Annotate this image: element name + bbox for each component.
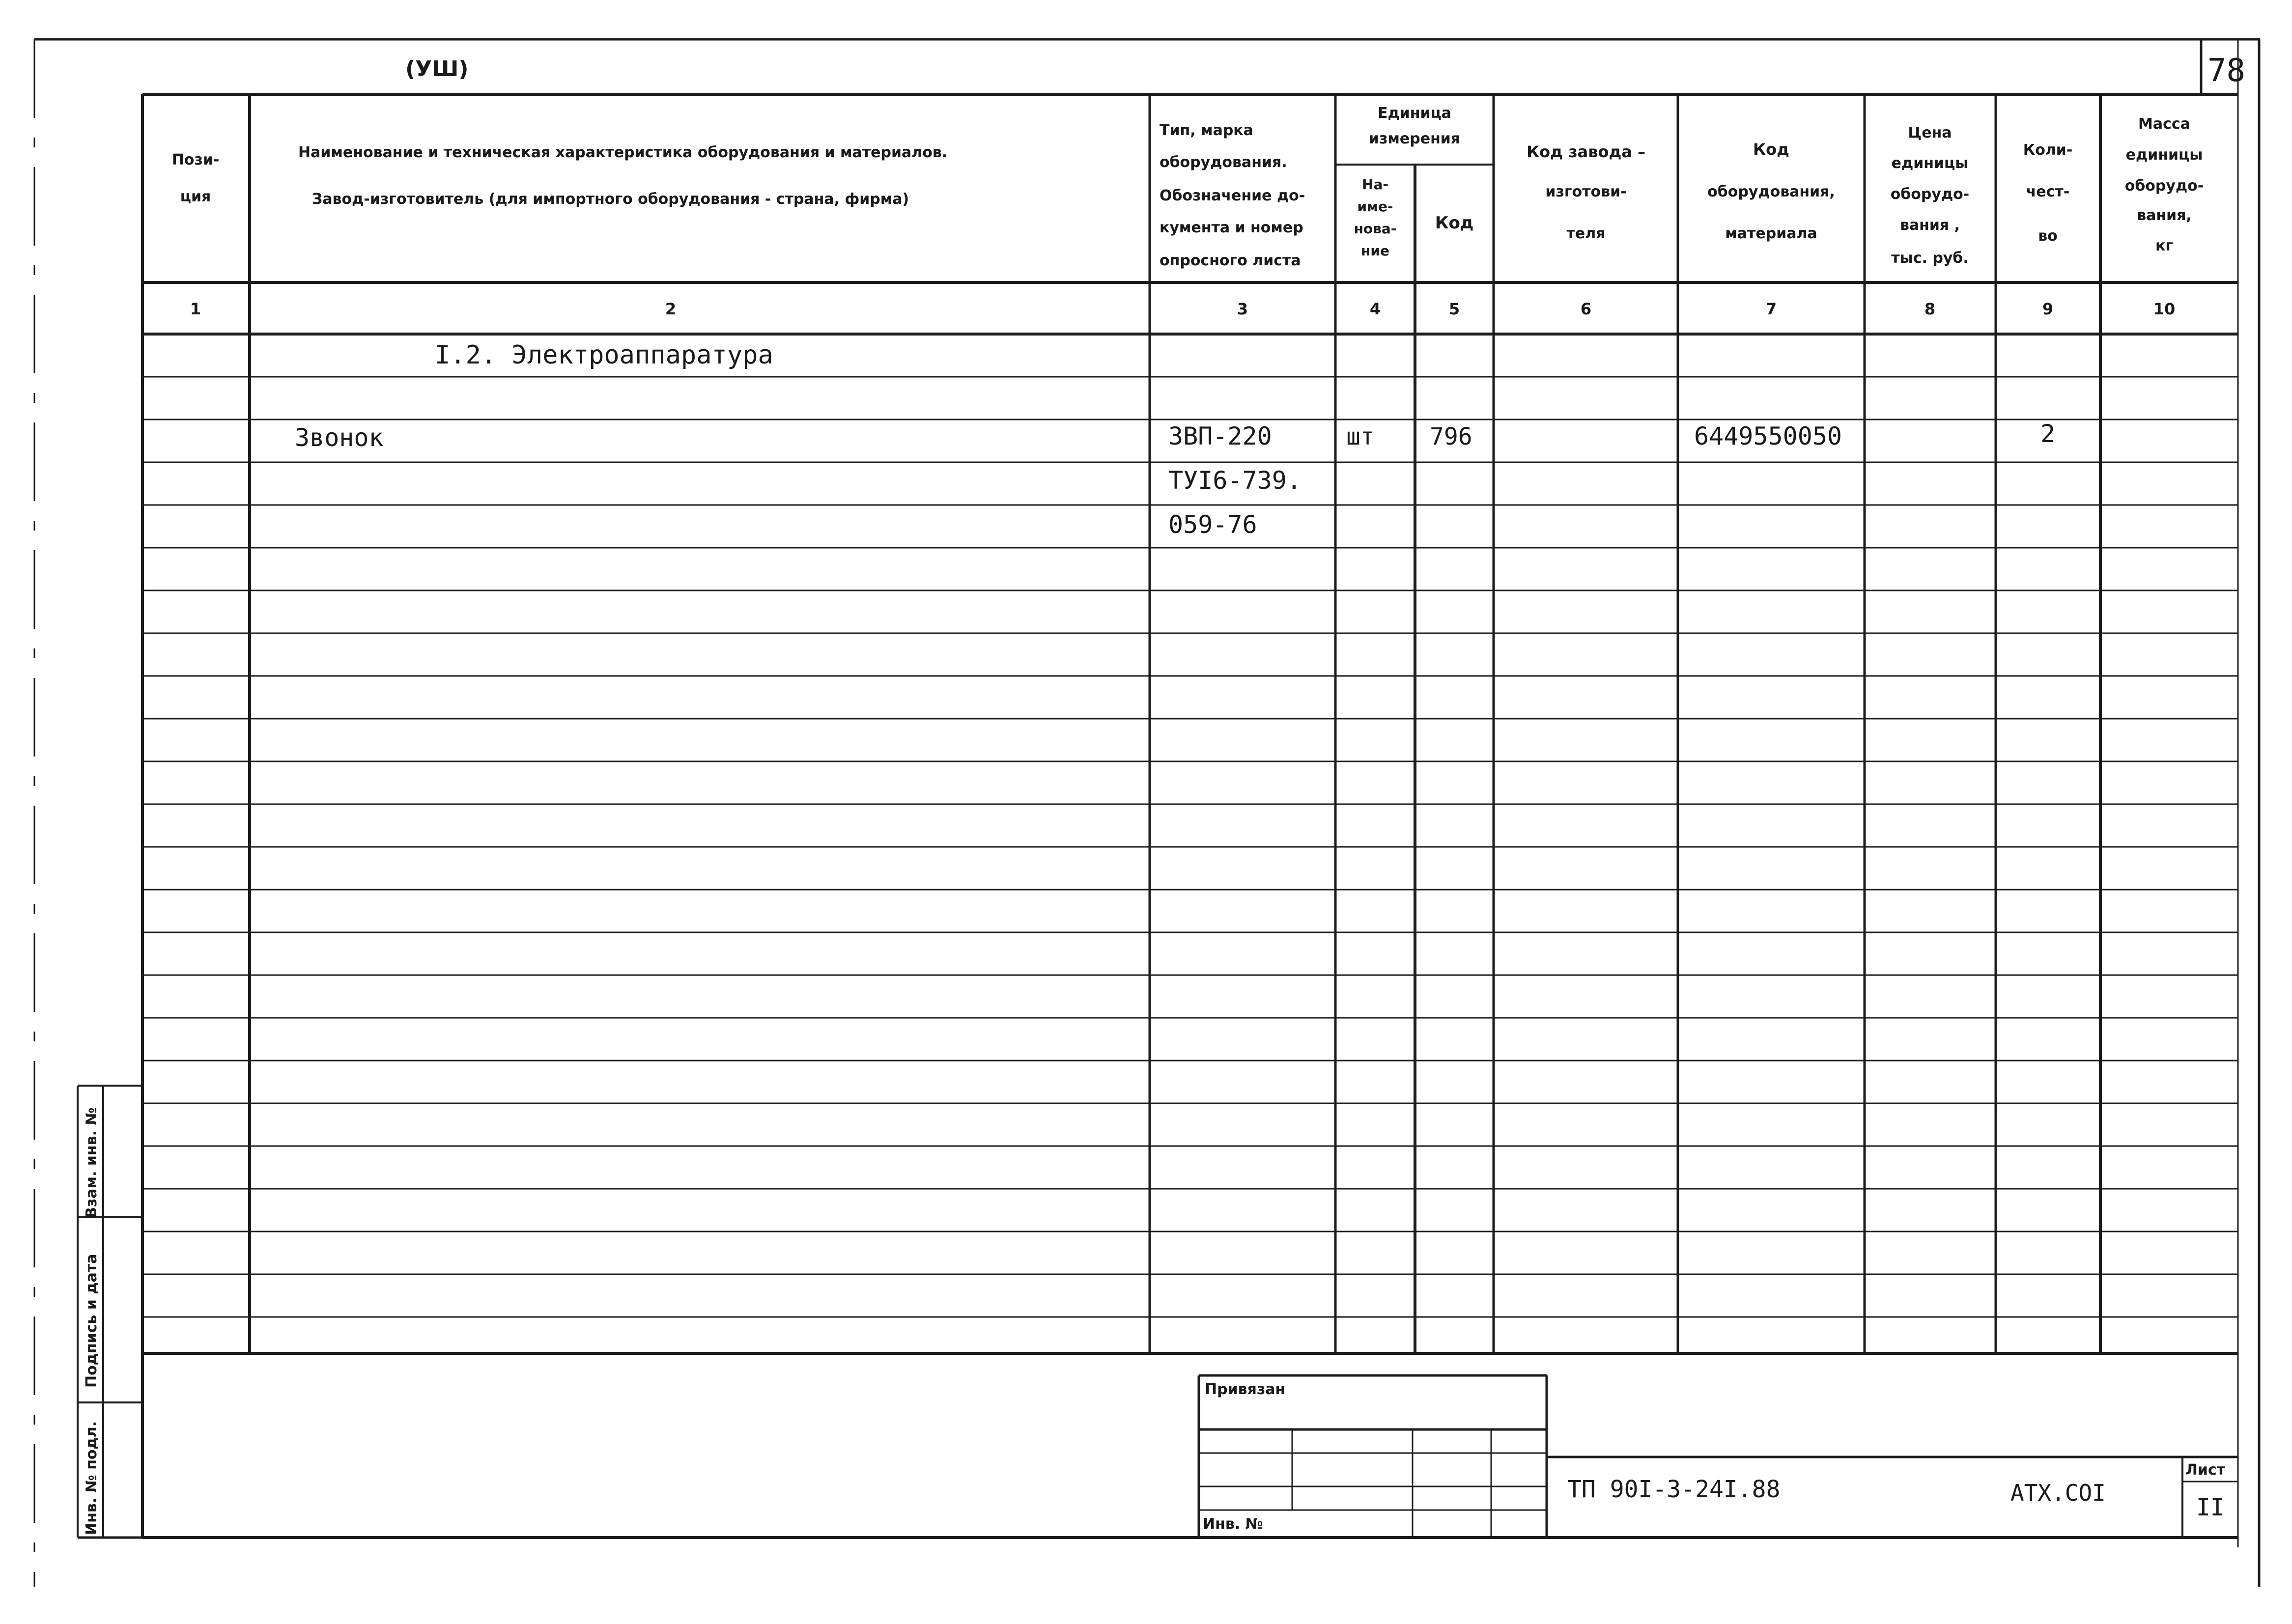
header-name-line2: Завод-изготовитель (для импортного оборудования - страна, фирма) — [312, 191, 909, 208]
column-number: 7 — [1765, 300, 1777, 318]
header-qty-line2: чест- — [2026, 183, 2070, 200]
header-plant-code-line1: Код завода – — [1526, 142, 1646, 161]
table-grid — [142, 94, 2238, 1538]
header-position-line1: Пози- — [171, 151, 220, 168]
header-price-line4: вания , — [1899, 217, 1960, 234]
header-price-line3: оборудо- — [1890, 186, 1970, 203]
column-number: 1 — [190, 300, 201, 318]
type-cell: 059-76 — [1168, 510, 1257, 539]
header-unit-name-line1: На- — [1362, 176, 1388, 193]
header-unit-group-line2: измерения — [1368, 130, 1461, 147]
inv-no-label: Инв. № — [1203, 1515, 1263, 1533]
privyazan-label: Привязан — [1205, 1381, 1286, 1398]
section-heading-cell: I.2. Электроаппаратура — [435, 340, 773, 370]
header-qty-line3: во — [2038, 227, 2058, 245]
header-type-line1: Тип, марка — [1160, 122, 1253, 139]
stamp-signature-date: Подпись и дата — [83, 1254, 100, 1388]
column-number: 3 — [1237, 300, 1248, 318]
header-price-line2: единицы — [1891, 155, 1969, 172]
header-position-line2: ция — [180, 188, 211, 205]
header-plant-code-line2: изготови- — [1545, 183, 1627, 200]
header-unit-name-line3: нова- — [1354, 221, 1397, 237]
header-mass-line3: оборудо- — [2124, 177, 2204, 195]
header-price-line1: Цена — [1908, 124, 1952, 141]
column-number: 8 — [1924, 300, 1936, 318]
page-number: 78 — [2207, 53, 2246, 89]
side-stamp — [78, 1086, 142, 1538]
column-number: 2 — [665, 300, 677, 318]
header-price-line5: тыс. руб. — [1891, 250, 1969, 267]
header-mass-line5: кг — [2155, 237, 2174, 254]
type-cell: ТУI6-739. — [1168, 466, 1302, 495]
sheet-label: Лист — [2185, 1461, 2226, 1479]
table-header — [172, 105, 2204, 269]
column-number: 9 — [2042, 300, 2054, 318]
qty-cell: 2 — [2040, 420, 2056, 448]
equip-code-cell: 6449550050 — [1694, 422, 1842, 450]
header-name-line1: Наименование и техническая характеристика оборудования и материалов. — [298, 144, 948, 161]
column-number: 4 — [1369, 300, 1381, 318]
header-type-line4: кумента и номер — [1160, 219, 1303, 236]
column-numbers — [190, 300, 2175, 318]
header-equip-code-line3: материала — [1725, 225, 1817, 242]
header-qty-line1: Коли- — [2023, 141, 2073, 159]
header-equip-code-line1: Код — [1753, 140, 1789, 159]
unit-name-cell: шт — [1346, 423, 1375, 450]
header-type-line2: оборудования. — [1160, 154, 1287, 171]
table-body — [295, 340, 2055, 539]
header-type-line3: Обозначение до- — [1160, 187, 1305, 204]
header-mass-line2: единицы — [2125, 146, 2203, 164]
section-mark: (УШ) — [405, 56, 469, 82]
header-plant-code-line3: теля — [1566, 225, 1606, 242]
header-type-line5: опросного листа — [1160, 252, 1301, 269]
header-equip-code-line2: оборудования, — [1707, 183, 1835, 200]
unit-code-cell: 796 — [1430, 423, 1472, 450]
column-number: 5 — [1448, 300, 1460, 318]
column-number: 6 — [1580, 300, 1592, 318]
header-unit-name-line2: име- — [1357, 198, 1393, 215]
stamp-inv-podl: Инв. № подл. — [83, 1421, 100, 1535]
stamp-vzam-inv: Взам. инв. № — [83, 1107, 100, 1218]
document-code: ТП 90I-3-24I.88 — [1567, 1476, 1781, 1503]
name-cell: Звонок — [295, 423, 384, 452]
header-mass-line1: Масса — [2138, 115, 2190, 133]
document-mark: АТХ.СОI — [2010, 1480, 2106, 1506]
header-unit-group-line1: Единица — [1378, 105, 1451, 122]
header-unit-code: Код — [1435, 213, 1474, 233]
column-number: 10 — [2153, 300, 2176, 318]
header-mass-line4: вания, — [2137, 207, 2192, 224]
type-cell: ЗВП-220 — [1168, 422, 1272, 450]
header-unit-name-line4: ние — [1361, 243, 1389, 259]
sheet-number: II — [2196, 1494, 2225, 1521]
title-block — [142, 1375, 2238, 1538]
